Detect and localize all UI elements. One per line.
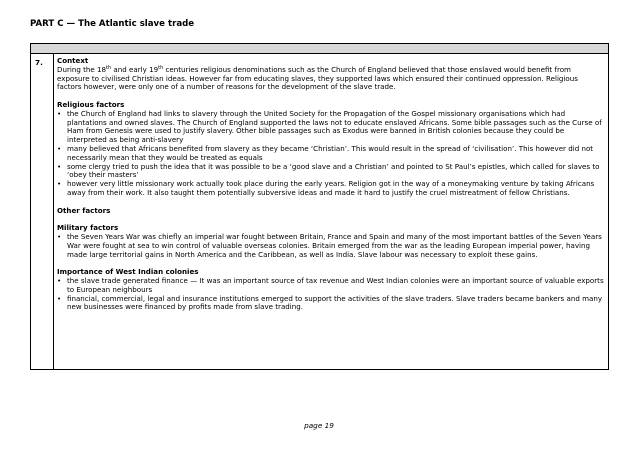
military-factors-heading: Military factors bbox=[57, 223, 119, 233]
religious-factors-list bbox=[57, 110, 604, 198]
list-item: • the slave trade generated finance — It was an important source of tax revenue and West Indian colonies were an important source of valuable exports to European neighbours bbox=[57, 277, 604, 295]
content-table bbox=[30, 43, 609, 370]
list-item: • however very little missionary work actually took place during the early years. Religion got in the way of a moneymaking venture by taking Africans away from their work. It also taught them potentially subversive ideas and made it hard to justify the cruel mistreatment of fellow Christians. bbox=[57, 180, 604, 198]
list-item: • financial, commercial, legal and insurance institutions emerged to support the activities of the slave traders. Slave traders became bankers and many new businesses were financed by profits made from slave trading. bbox=[57, 295, 604, 313]
list-item: • the Seven Years War was chiefly an imperial war fought between Britain, France and Spain and many of the most important battles of the Seven Years War were fought at sea to win control of valuable overseas colonies. Britain emerged from the war as the leading European imperial power, having made large territorial gains in North America and the Caribbean, as well as India. Slave labour was necessary to exploit these gains. bbox=[57, 233, 604, 259]
west-indian-colonies-list bbox=[57, 277, 604, 312]
context-heading: Context bbox=[57, 56, 89, 65]
military-factors-list bbox=[57, 233, 604, 259]
list-item: • the Church of England had links to slavery through the United Society for the Propagation of the Gospel missionary organisations which had plantations and owned slaves. The Church of England supported the laws not to educate enslaved Africans. Some bible passages such as the Curse of Ham from Genesis were used to justify slavery. Other bible passages such as Exodus were banned in British colonies because they could be interpreted as being anti-slavery bbox=[57, 110, 604, 145]
west-indian-colonies-heading: Importance of West Indian colonies bbox=[57, 267, 199, 277]
list-item: • some clergy tried to push the idea that it was possible to be a ‘good slave and a Christian’ and pointed to St Paul’s epistles, which called for slaves to ‘obey their masters’ bbox=[57, 163, 604, 181]
table-row bbox=[31, 54, 608, 369]
page-number: page 19 bbox=[304, 421, 334, 430]
number-cell bbox=[31, 54, 54, 369]
religious-factors-heading: Religious factors bbox=[57, 99, 125, 109]
table-header-row bbox=[31, 44, 608, 54]
content-cell bbox=[57, 57, 604, 312]
row-number: 7. bbox=[35, 58, 43, 67]
list-item: • many believed that Africans benefited from slavery as they became ‘Christian’. This would result in the spread of ‘civilisation’. This however did not necessarily mean that they would be treated as equals bbox=[57, 145, 604, 163]
context-paragraph: During the 18th and early 19th centuries religious denominations such as the Church of England believed that those enslaved would benefit from exposure to civilised Christian ideas. However far from educating slaves, they supported laws which ensured their continued oppression. Religious factors however, were only one of a number of reasons for the development of the slave trade. bbox=[57, 64, 578, 92]
other-factors-heading: Other factors bbox=[57, 205, 111, 215]
page-title: PART C — The Atlantic slave trade bbox=[30, 19, 195, 29]
